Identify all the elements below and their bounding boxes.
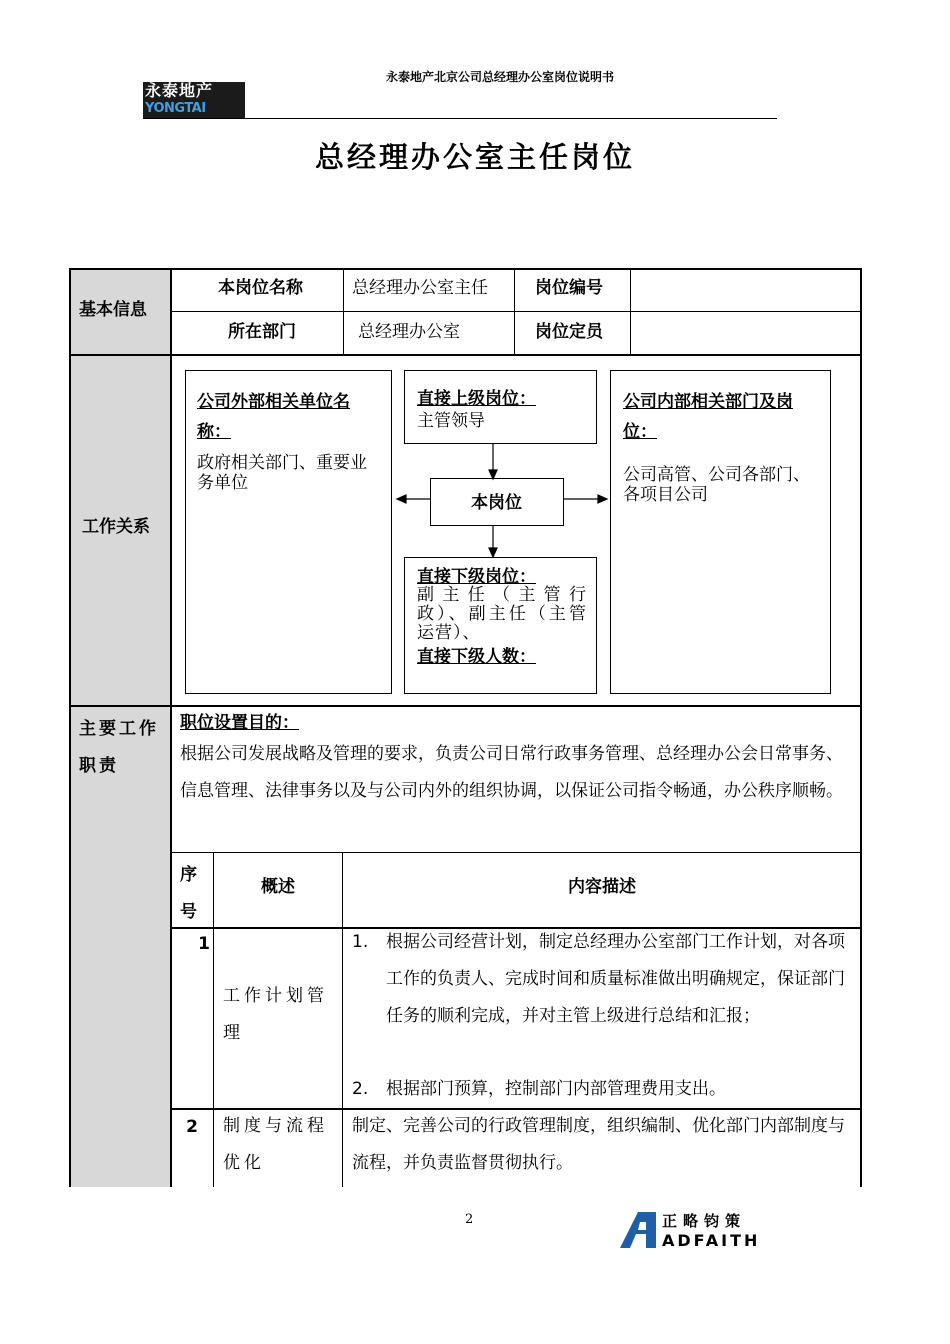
external-title: 公司外部相关单位名称： (197, 392, 350, 442)
row-1-item-1-text: 根据公司经营计划，制定总经理办公室部门工作计划，对各项工作的负责人、完成时间和质量标准做出明确规定，保证部门任务的顺利完成，并对主管上级进行总结和汇报； (386, 932, 845, 1026)
staffing-label: 岗位定员 (535, 322, 603, 342)
purpose-title: 职位设置目的： (180, 713, 299, 733)
current-post-label: 本岗位 (471, 493, 522, 513)
footer-logo (616, 1210, 761, 1252)
footer-logo-en: ADFAITH (662, 1231, 761, 1250)
row-2-no: 2 (186, 1117, 198, 1137)
department-value: 总经理办公室 (358, 322, 460, 342)
internal-title: 公司内部相关部门及岗位： (623, 392, 793, 442)
page-title: 总经理办公室主任岗位 (314, 140, 635, 174)
document-header-title: 永泰地产北京公司总经理办公室岗位说明书 (385, 70, 614, 84)
row-1-item-2-num: 2. (352, 1079, 369, 1099)
row-2-text: 制定、完善公司的行政管理制度，组织编制、优化部门内部制度与流程，并负责监督贯彻执行。 (352, 1116, 845, 1173)
col-header-summary: 概述 (261, 877, 295, 897)
subordinate-title: 直接下级岗位： (417, 567, 536, 587)
department-label: 所在部门 (228, 322, 296, 342)
col-header-no: 序号 (180, 865, 197, 922)
subordinate-text: 副主任（主管行政）、副主任（主管运营）、 (417, 585, 587, 643)
post-name-value: 总经理办公室主任 (352, 278, 488, 298)
superior-text: 主管领导 (417, 411, 485, 431)
footer-logo-mark-icon (616, 1210, 658, 1250)
superior-title: 直接上级岗位： (417, 389, 536, 409)
subordinate-count: 直接下级人数： (417, 647, 536, 667)
post-code-label: 岗位编号 (535, 278, 603, 298)
external-text: 政府相关部门、重要业务单位 (197, 453, 367, 493)
footer-logo-cn: 正略钧策 (662, 1212, 747, 1230)
row-1-no: 1 (198, 934, 210, 954)
section-label-basic: 基本信息 (79, 300, 147, 320)
row-1-item-1-num: 1. (352, 932, 369, 952)
logo-en-text: YONGTAI (145, 101, 206, 116)
logo-cn-text: 永泰地产 (145, 81, 214, 100)
row-2-summary: 制度与流程优化 (223, 1116, 328, 1173)
section-label-relations: 工作关系 (82, 517, 150, 537)
section-label-duties: 主要工作职责 (79, 719, 159, 776)
post-name-label: 本岗位名称 (218, 278, 303, 298)
internal-text: 公司高管、公司各部门、各项目公司 (623, 465, 810, 505)
purpose-text: 根据公司发展战略及管理的要求，负责公司日常行政事务管理、总经理办公会日常事务、信息管理、法律事务以及与公司内外的组织协调，以保证公司指令畅通，办公秩序顺畅。 (180, 744, 843, 801)
col-header-desc: 内容描述 (568, 877, 636, 897)
row-1-item-2-text: 根据部门预算，控制部门内部管理费用支出。 (386, 1079, 726, 1099)
row-1-summary: 工作计划管理 (223, 986, 328, 1043)
page-number: 2 (465, 1212, 474, 1227)
